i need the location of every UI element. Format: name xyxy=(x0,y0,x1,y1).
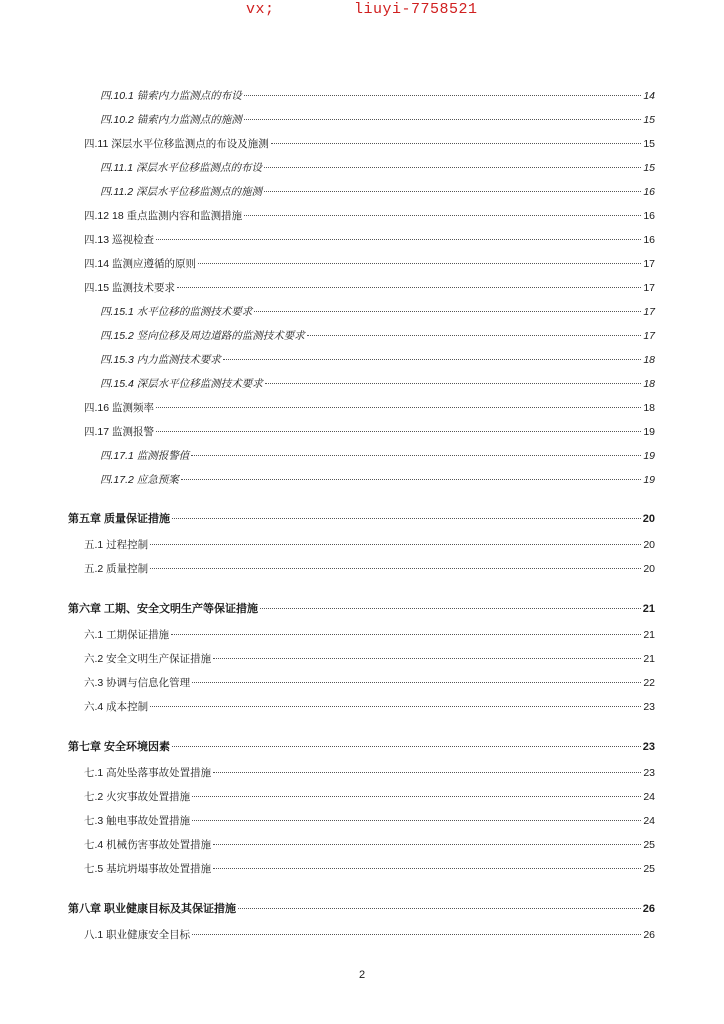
toc-entry-label: 第八章 职业健康目标及其保证措施 xyxy=(68,903,237,915)
toc-dot-leader xyxy=(191,455,641,456)
toc-entry-label: 七.3 触电事故处置措施 xyxy=(84,815,191,827)
page-number: 2 xyxy=(358,969,366,981)
toc-subsection-entry[interactable] xyxy=(100,353,655,367)
toc-entry-label: 五.1 过程控制 xyxy=(84,539,149,551)
toc-entry-label: 四.15.4 深层水平位移监测技术要求 xyxy=(100,378,263,390)
toc-subsection-entry[interactable] xyxy=(100,377,655,391)
toc-dot-leader xyxy=(264,191,641,192)
toc-entry-page: 20 xyxy=(642,513,655,525)
toc-section-entry[interactable] xyxy=(84,814,655,828)
toc-section-entry[interactable] xyxy=(84,676,655,690)
toc-subsection-entry[interactable] xyxy=(100,305,655,319)
toc-section-entry[interactable] xyxy=(84,652,655,666)
toc-dot-leader xyxy=(244,215,641,216)
toc-entry-page: 17 xyxy=(643,282,655,294)
toc-entry-label: 四.15 监测技术要求 xyxy=(84,282,176,294)
toc-entry-label: 四.15.1 水平位移的监测技术要求 xyxy=(100,306,253,318)
toc-entry-page: 23 xyxy=(643,767,655,779)
toc-dot-leader xyxy=(181,479,642,480)
toc-dot-leader xyxy=(238,908,641,909)
toc-dot-leader xyxy=(172,518,641,519)
toc-entry-label: 四.10.1 锚索内力监测点的布设 xyxy=(100,90,242,102)
toc-entry-label: 七.4 机械伤害事故处置措施 xyxy=(84,839,212,851)
toc-entry-label: 四.11 深层水平位移监测点的布设及施测 xyxy=(84,138,269,150)
toc-dot-leader xyxy=(150,706,641,707)
toc-entry-page: 17 xyxy=(643,258,655,270)
toc-entry-page: 18 xyxy=(643,354,655,366)
toc-dot-leader xyxy=(260,608,641,609)
toc-entry-page: 26 xyxy=(642,903,655,915)
toc-entry-label: 四.16 监测频率 xyxy=(84,402,155,414)
toc-section-entry[interactable] xyxy=(84,562,655,576)
toc-dot-leader xyxy=(172,746,641,747)
toc-entry-page: 23 xyxy=(643,701,655,713)
toc-dot-leader xyxy=(192,682,641,683)
toc-entry-page: 16 xyxy=(643,186,655,198)
toc-dot-leader xyxy=(265,383,642,384)
toc-section-entry[interactable] xyxy=(84,233,655,247)
toc-entry-label: 七.5 基坑坍塌事故处置措施 xyxy=(84,863,212,875)
toc-entry-page: 21 xyxy=(643,629,655,641)
toc-entry-page: 21 xyxy=(642,603,655,615)
toc-entry-page: 25 xyxy=(643,839,655,851)
toc-entry-page: 19 xyxy=(643,450,655,462)
toc-dot-leader xyxy=(213,844,641,845)
toc-entry-page: 24 xyxy=(643,791,655,803)
toc-entry-page: 19 xyxy=(643,426,655,438)
toc-subsection-entry[interactable] xyxy=(100,113,655,127)
toc-subsection-entry[interactable] xyxy=(100,89,655,103)
toc-entry-page: 22 xyxy=(643,677,655,689)
toc-entry-page: 20 xyxy=(643,563,655,575)
toc-dot-leader xyxy=(271,143,642,144)
toc-entry-page: 19 xyxy=(643,474,655,486)
toc-section-entry[interactable] xyxy=(84,628,655,642)
toc-entry-page: 18 xyxy=(643,378,655,390)
toc-subsection-entry[interactable] xyxy=(100,329,655,343)
toc-dot-leader xyxy=(156,407,641,408)
toc-entry-label: 四.11.1 深层水平位移监测点的布设 xyxy=(100,162,262,174)
toc-entry-page: 18 xyxy=(643,402,655,414)
toc-entry-label: 第七章 安全环境因素 xyxy=(68,741,171,753)
toc-section-entry[interactable] xyxy=(84,281,655,295)
toc-entry-page: 14 xyxy=(643,90,655,102)
toc-dot-leader xyxy=(307,335,642,336)
toc-section-entry[interactable] xyxy=(84,538,655,552)
toc-entry-page: 15 xyxy=(643,114,655,126)
toc-entry-label: 四.10.2 锚索内力监测点的施测 xyxy=(100,114,242,126)
toc-dot-leader xyxy=(213,658,641,659)
toc-entry-label: 四.12 18 重点监测内容和监测措施 xyxy=(84,210,243,222)
toc-dot-leader xyxy=(244,119,642,120)
toc-entry-label: 六.2 安全文明生产保证措施 xyxy=(84,653,212,665)
toc-entry-label: 七.1 高处坠落事故处置措施 xyxy=(84,767,212,779)
toc-entry-page: 23 xyxy=(642,741,655,753)
toc-chapter-entry[interactable] xyxy=(68,602,655,616)
toc-section-entry[interactable] xyxy=(84,257,655,271)
toc-dot-leader xyxy=(254,311,641,312)
toc-dot-leader xyxy=(150,544,641,545)
toc-entry-page: 17 xyxy=(643,306,655,318)
toc-entry-page: 16 xyxy=(643,210,655,222)
toc-dot-leader xyxy=(223,359,642,360)
watermark-contact-id: liuyi-7758521 xyxy=(354,1,478,18)
toc-entry-page: 15 xyxy=(643,138,655,150)
toc-chapter-entry[interactable] xyxy=(68,902,655,916)
toc-subsection-entry[interactable] xyxy=(100,449,655,463)
toc-subsection-entry[interactable] xyxy=(100,473,655,487)
toc-chapter-entry[interactable] xyxy=(68,512,655,526)
toc-entry-label: 四.17.2 应急预案 xyxy=(100,474,179,486)
toc-dot-leader xyxy=(156,431,641,432)
toc-dot-leader xyxy=(213,772,641,773)
toc-entry-page: 24 xyxy=(643,815,655,827)
toc-subsection-entry[interactable] xyxy=(100,185,655,199)
toc-entry-label: 四.14 监测应遵循的原则 xyxy=(84,258,197,270)
watermark-contact-label: vx; xyxy=(246,1,275,18)
toc-section-entry[interactable] xyxy=(84,862,655,876)
toc-entry-label: 四.17.1 监测报警值 xyxy=(100,450,190,462)
toc-entry-label: 六.4 成本控制 xyxy=(84,701,149,713)
toc-entry-page: 17 xyxy=(643,330,655,342)
toc-entry-page: 26 xyxy=(643,929,655,941)
toc-entry-label: 六.3 协调与信息化管理 xyxy=(84,677,191,689)
toc-section-entry[interactable] xyxy=(84,401,655,415)
toc-dot-leader xyxy=(177,287,641,288)
toc-dot-leader xyxy=(156,239,641,240)
toc-entry-page: 21 xyxy=(643,653,655,665)
toc-entry-label: 四.15.3 内力监测技术要求 xyxy=(100,354,221,366)
toc-entry-label: 八.1 职业健康安全目标 xyxy=(84,929,191,941)
toc-section-entry[interactable] xyxy=(84,766,655,780)
toc-section-entry[interactable] xyxy=(84,700,655,714)
toc-dot-leader xyxy=(244,95,642,96)
toc-entry-label: 七.2 火灾事故处置措施 xyxy=(84,791,191,803)
toc-dot-leader xyxy=(192,934,641,935)
toc-entry-label: 四.15.2 竖向位移及周边道路的监测技术要求 xyxy=(100,330,305,342)
toc-dot-leader xyxy=(213,868,641,869)
toc-dot-leader xyxy=(150,568,641,569)
toc-subsection-entry[interactable] xyxy=(100,161,655,175)
toc-dot-leader xyxy=(192,820,641,821)
toc-entry-label: 四.11.2 深层水平位移监测点的施测 xyxy=(100,186,262,198)
toc-entry-page: 20 xyxy=(643,539,655,551)
toc-section-entry[interactable] xyxy=(84,209,655,223)
toc-chapter-entry[interactable] xyxy=(68,740,655,754)
toc-dot-leader xyxy=(198,263,641,264)
toc-entry-label: 第六章 工期、安全文明生产等保证措施 xyxy=(68,603,259,615)
toc-dot-leader xyxy=(264,167,641,168)
toc-entry-label: 四.17 监测报警 xyxy=(84,426,155,438)
toc-section-entry[interactable] xyxy=(84,928,655,942)
toc-dot-leader xyxy=(171,634,641,635)
toc-entry-page: 16 xyxy=(643,234,655,246)
toc-entry-page: 15 xyxy=(643,162,655,174)
toc-entry-label: 四.13 巡视检查 xyxy=(84,234,155,246)
toc-entry-label: 六.1 工期保证措施 xyxy=(84,629,170,641)
toc-section-entry[interactable] xyxy=(84,425,655,439)
toc-dot-leader xyxy=(192,796,641,797)
toc-section-entry[interactable] xyxy=(84,838,655,852)
toc-section-entry[interactable] xyxy=(84,790,655,804)
toc-entry-page: 25 xyxy=(643,863,655,875)
toc-entry-label: 五.2 质量控制 xyxy=(84,563,149,575)
toc-entry-label: 第五章 质量保证措施 xyxy=(68,513,171,525)
toc-section-entry[interactable] xyxy=(84,137,655,151)
